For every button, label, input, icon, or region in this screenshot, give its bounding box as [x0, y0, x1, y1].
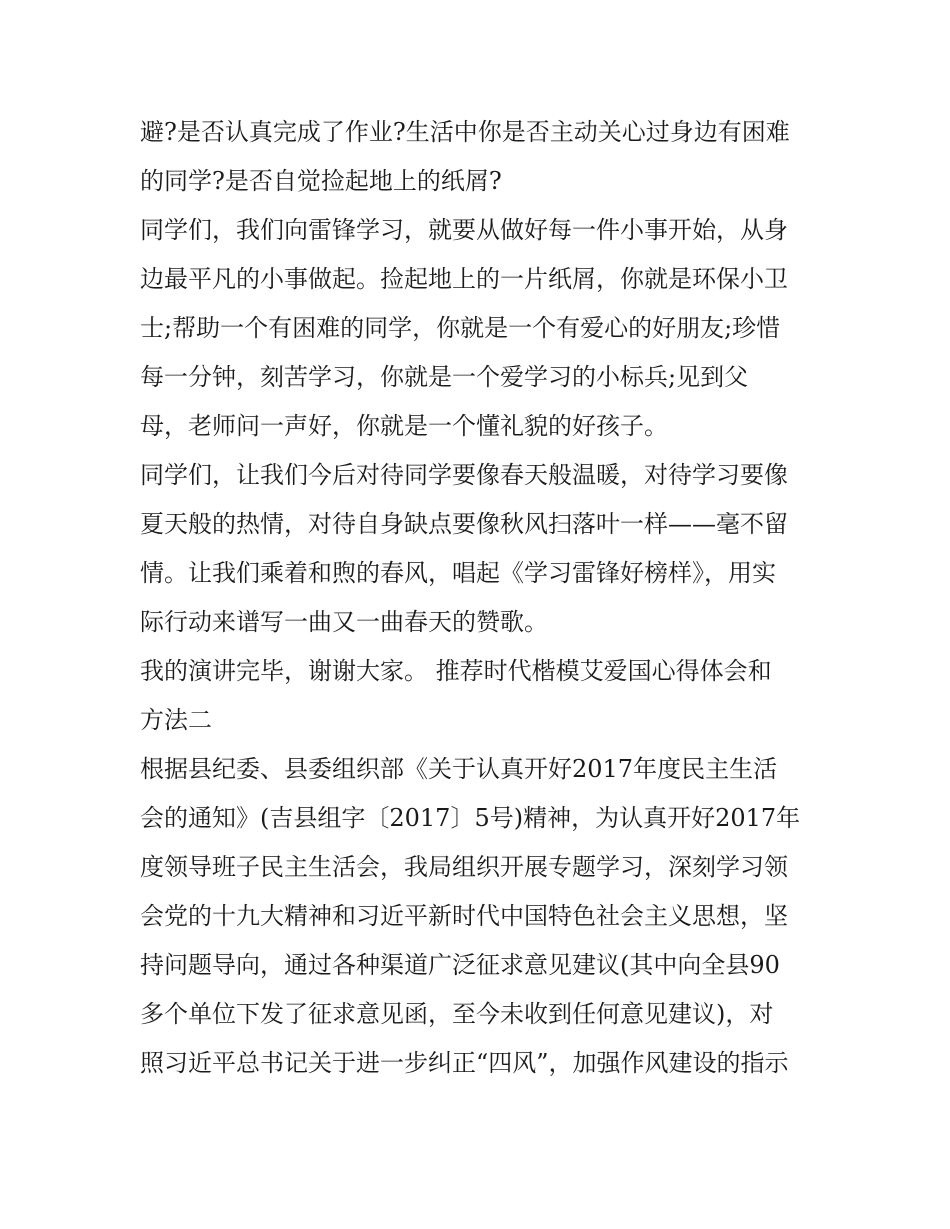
text-line-15: 会的通知》(吉县组字〔2017〕5号)精神，为认真开好2017年 [140, 804, 801, 832]
text-line-13: 方法二 [140, 706, 212, 734]
text-line-7: 母，老师问一声好，你就是一个懂礼貌的好孩子。 [140, 412, 668, 440]
text-line-5: 士;帮助一个有困难的同学，你就是一个有爱心的好朋友;珍惜 [140, 314, 781, 342]
text-line-9: 夏天般的热情，对待自身缺点要像秋风扫落叶一样——毫不留 [140, 510, 788, 538]
text-line-16: 度领导班子民主生活会，我局组织开展专题学习，深刻学习领 [140, 853, 788, 881]
text-line-14: 根据县纪委、县委组织部《关于认真开好2017年度民主生活 [140, 755, 778, 783]
text-line-12: 我的演讲完毕，谢谢大家。 推荐时代楷模艾爱国心得体会和 [140, 657, 772, 685]
text-line-11: 际行动来谱写一曲又一曲春天的赞歌。 [140, 608, 548, 636]
text-line-17: 会党的十九大精神和习近平新时代中国特色社会主义思想，坚 [140, 902, 788, 930]
text-line-10: 情。让我们乘着和煦的春风，唱起《学习雷锋好榜样》，用实 [140, 559, 776, 587]
text-line-2: 的同学?是否自觉捡起地上的纸屑? [140, 167, 502, 195]
text-line-4: 边最平凡的小事做起。捡起地上的一片纸屑，你就是环保小卫 [140, 265, 788, 293]
text-line-8: 同学们，让我们今后对待同学要像春天般温暖，对待学习要像 [140, 461, 788, 489]
text-line-3: 同学们，我们向雷锋学习，就要从做好每一件小事开始，从身 [140, 216, 788, 244]
text-line-18: 持问题导向，通过各种渠道广泛征求意见建议(其中向全县90 [140, 951, 780, 979]
text-line-1: 避?是否认真完成了作业?生活中你是否主动关心过身边有困难 [140, 118, 790, 146]
text-line-6: 每一分钟，刻苦学习，你就是一个爱学习的小标兵;见到父 [140, 363, 749, 391]
document-body [140, 108, 820, 1088]
text-line-20: 照习近平总书记关于进一步纠正“四风”，加强作风建设的指示 [140, 1049, 789, 1077]
text-line-19: 多个单位下发了征求意见函，至今未收到任何意见建议)，对 [140, 1000, 774, 1028]
